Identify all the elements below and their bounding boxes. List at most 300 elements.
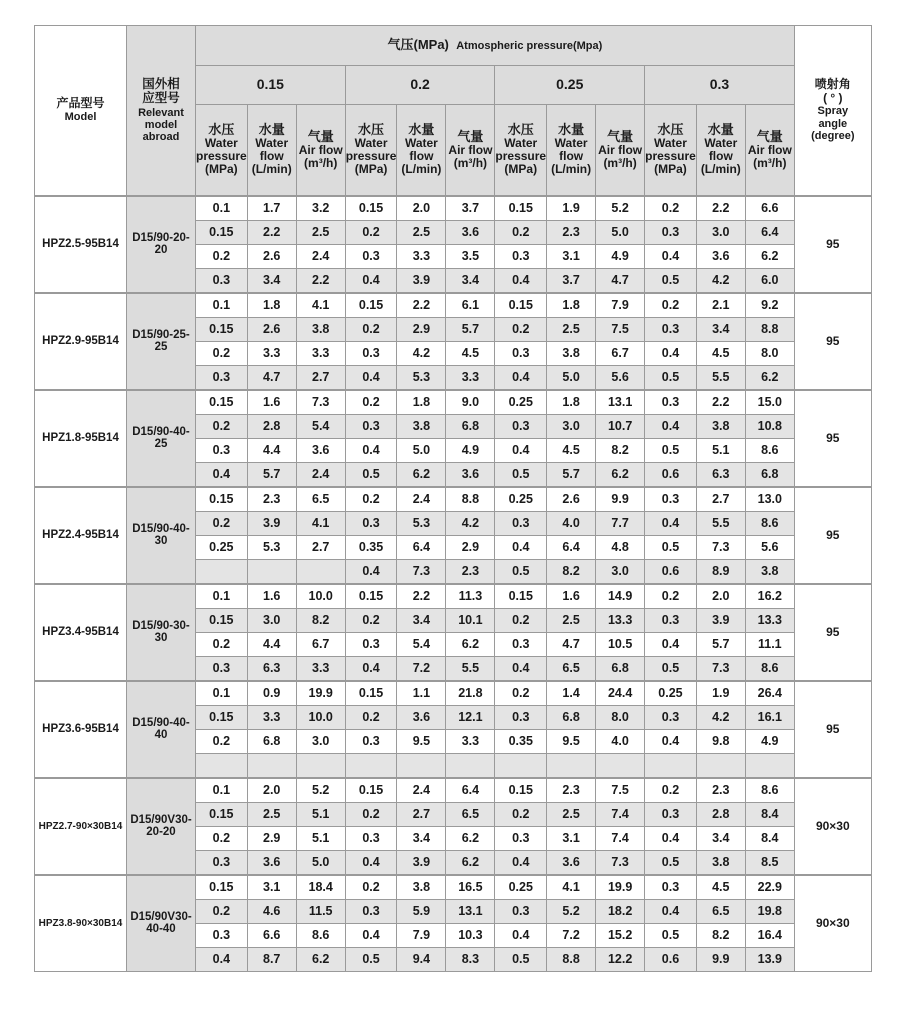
value-cell: 0.4 [495, 438, 547, 462]
value-cell: 0.3 [645, 802, 697, 826]
value-cell: 5.3 [247, 535, 296, 559]
value-cell: 0.5 [645, 438, 697, 462]
value-cell: 3.3 [446, 365, 495, 390]
value-cell: 9.5 [547, 729, 596, 753]
value-cell: 6.2 [446, 632, 495, 656]
value-cell: 0.15 [196, 220, 248, 244]
value-cell: 5.5 [696, 365, 745, 390]
value-cell: 2.4 [296, 462, 345, 487]
value-cell: 3.8 [745, 559, 794, 584]
value-cell: 2.8 [247, 414, 296, 438]
value-cell: 0.3 [645, 705, 697, 729]
model-cell: HPZ2.4-95B14 [35, 487, 127, 584]
table-row [35, 681, 872, 706]
value-cell: 4.7 [596, 268, 645, 293]
value-cell: 6.2 [745, 365, 794, 390]
value-cell: 0.4 [345, 656, 397, 681]
value-cell: 3.9 [247, 511, 296, 535]
value-cell: 0.4 [645, 826, 697, 850]
value-cell: 0.4 [495, 535, 547, 559]
value-cell: 2.6 [547, 487, 596, 512]
value-cell: 3.8 [296, 317, 345, 341]
value-cell: 2.2 [397, 293, 446, 318]
value-cell: 1.6 [547, 584, 596, 609]
value-cell: 7.2 [547, 923, 596, 947]
value-cell: 5.2 [596, 196, 645, 221]
value-cell: 10.5 [596, 632, 645, 656]
value-cell: 0.15 [345, 584, 397, 609]
value-cell: 2.2 [247, 220, 296, 244]
value-cell: 3.6 [446, 220, 495, 244]
value-cell: 7.4 [596, 826, 645, 850]
value-cell: 0.2 [196, 341, 248, 365]
value-cell: 7.3 [696, 535, 745, 559]
value-cell: 0.15 [196, 802, 248, 826]
value-cell: 0.3 [645, 220, 697, 244]
abroad-header [127, 26, 196, 196]
value-cell: 0.4 [645, 244, 697, 268]
value-cell: 0.4 [645, 414, 697, 438]
value-cell: 0.3 [196, 923, 248, 947]
value-cell: 10.0 [296, 705, 345, 729]
model-header-cn: 产品型号 [56, 96, 105, 111]
value-cell: 8.3 [446, 947, 495, 971]
value-cell: 2.4 [296, 244, 345, 268]
value-cell: 15.2 [596, 923, 645, 947]
value-cell: 0.2 [495, 802, 547, 826]
value-cell: 0.4 [196, 462, 248, 487]
subcol-cn: 水量 [258, 122, 285, 138]
value-cell: 0.2 [645, 584, 697, 609]
pressure-col-3: 0.3 [645, 66, 795, 105]
value-cell: 0.3 [495, 899, 547, 923]
value-cell: 0.3 [495, 705, 547, 729]
value-cell: 7.3 [296, 390, 345, 415]
value-cell: 2.7 [696, 487, 745, 512]
value-cell: 0.2 [645, 196, 697, 221]
value-cell: 0.15 [495, 584, 547, 609]
value-cell: 5.0 [547, 365, 596, 390]
value-cell: 2.8 [696, 802, 745, 826]
value-cell: 2.0 [696, 584, 745, 609]
value-cell: 2.0 [247, 778, 296, 803]
value-cell: 14.9 [596, 584, 645, 609]
value-cell: 3.3 [446, 729, 495, 753]
value-cell: 3.9 [397, 850, 446, 875]
value-cell: 0.4 [645, 632, 697, 656]
value-cell: 5.2 [296, 778, 345, 803]
value-cell: 3.6 [397, 705, 446, 729]
spray-header-en: Spray angle (degree) [811, 105, 855, 142]
value-cell: 9.5 [397, 729, 446, 753]
value-cell: 9.4 [397, 947, 446, 971]
subcol-header-p1-2 [446, 105, 495, 196]
value-cell: 10.1 [446, 608, 495, 632]
subcol-en: Air flow (m³/h) [298, 142, 343, 170]
value-cell: 0.3 [345, 414, 397, 438]
value-cell: 2.5 [547, 802, 596, 826]
value-cell: 2.4 [397, 487, 446, 512]
subcol-cn: 气量 [457, 128, 484, 144]
value-cell: 0.3 [345, 826, 397, 850]
value-cell: 4.0 [547, 511, 596, 535]
subcol-cn: 水压 [358, 122, 385, 138]
value-cell: 4.1 [547, 875, 596, 900]
value-cell: 3.3 [247, 341, 296, 365]
value-cell: 8.6 [745, 778, 794, 803]
value-cell: 0.5 [495, 947, 547, 971]
value-cell: 3.4 [397, 608, 446, 632]
value-cell: 8.7 [247, 947, 296, 971]
value-cell: 18.4 [296, 875, 345, 900]
value-cell: 1.1 [397, 681, 446, 706]
value-cell: 2.7 [397, 802, 446, 826]
value-cell: 3.6 [296, 438, 345, 462]
abroad-header-en: Relevant model abroad [138, 106, 184, 144]
subcol-en: Water pressure (MPa) [196, 136, 247, 177]
value-cell: 2.9 [247, 826, 296, 850]
value-cell: 1.8 [547, 293, 596, 318]
value-cell: 3.0 [596, 559, 645, 584]
subcol-en: Air flow (m³/h) [747, 142, 792, 170]
value-cell: 0.4 [495, 923, 547, 947]
value-cell: 4.2 [696, 705, 745, 729]
value-cell: 0.15 [196, 705, 248, 729]
abroad-model-cell: D15/90-25-25 [127, 293, 196, 390]
spray-angle-cell: 95 [794, 584, 871, 681]
value-cell: 0.2 [645, 778, 697, 803]
value-cell: 5.0 [296, 850, 345, 875]
value-cell: 0.1 [196, 196, 248, 221]
value-cell: 2.9 [446, 535, 495, 559]
value-cell: 0.35 [345, 535, 397, 559]
model-cell: HPZ2.9-95B14 [35, 293, 127, 390]
subcol-en: Water pressure (MPa) [645, 136, 696, 177]
value-cell: 0.4 [495, 656, 547, 681]
subcol-header-p0-0 [196, 105, 248, 196]
value-cell: 3.5 [446, 244, 495, 268]
value-cell: 6.6 [745, 196, 794, 221]
subcol-header-p1-0 [345, 105, 397, 196]
value-cell: 3.3 [296, 341, 345, 365]
value-cell: 16.1 [745, 705, 794, 729]
value-cell: 4.1 [296, 511, 345, 535]
value-cell: 0.15 [196, 390, 248, 415]
value-cell: 3.3 [296, 656, 345, 681]
value-cell: 2.3 [247, 487, 296, 512]
value-cell: 0.3 [495, 414, 547, 438]
model-cell: HPZ2.7-90×30B14 [35, 778, 127, 875]
value-cell [196, 559, 248, 584]
value-cell: 0.3 [196, 365, 248, 390]
value-cell: 6.2 [446, 850, 495, 875]
value-cell: 0.2 [645, 293, 697, 318]
value-cell: 0.35 [495, 729, 547, 753]
value-cell: 3.9 [397, 268, 446, 293]
value-cell: 7.7 [596, 511, 645, 535]
value-cell: 18.2 [596, 899, 645, 923]
value-cell: 3.0 [696, 220, 745, 244]
value-cell: 16.2 [745, 584, 794, 609]
value-cell: 4.8 [596, 535, 645, 559]
value-cell: 0.5 [495, 559, 547, 584]
value-cell: 2.1 [696, 293, 745, 318]
value-cell [547, 753, 596, 778]
value-cell: 3.7 [547, 268, 596, 293]
value-cell: 6.8 [446, 414, 495, 438]
value-cell [196, 753, 248, 778]
value-cell: 0.15 [196, 875, 248, 900]
subcol-en: Water pressure (MPa) [495, 136, 547, 177]
value-cell: 1.8 [397, 390, 446, 415]
value-cell: 6.2 [296, 947, 345, 971]
value-cell: 6.4 [446, 778, 495, 803]
abroad-model-cell: D15/90-20-20 [127, 196, 196, 293]
value-cell: 2.2 [696, 390, 745, 415]
value-cell: 0.4 [345, 438, 397, 462]
value-cell: 0.2 [196, 729, 248, 753]
value-cell: 0.5 [345, 947, 397, 971]
value-cell: 6.2 [446, 826, 495, 850]
value-cell: 0.3 [196, 438, 248, 462]
value-cell: 0.4 [645, 729, 697, 753]
value-cell: 0.3 [345, 511, 397, 535]
value-cell: 0.15 [196, 317, 248, 341]
air-pressure-cn: 气压(MPa) [387, 37, 449, 53]
value-cell: 6.5 [446, 802, 495, 826]
value-cell: 6.5 [547, 656, 596, 681]
value-cell: 0.4 [645, 899, 697, 923]
value-cell: 3.8 [696, 414, 745, 438]
value-cell: 6.7 [296, 632, 345, 656]
value-cell: 0.4 [495, 365, 547, 390]
subcol-cn: 气量 [607, 128, 634, 144]
value-cell: 0.2 [345, 875, 397, 900]
value-cell: 0.3 [345, 632, 397, 656]
value-cell: 0.5 [645, 656, 697, 681]
value-cell: 0.5 [645, 923, 697, 947]
spray-header-cn: 喷射角 [814, 77, 851, 92]
spray-angle-cell: 90×30 [794, 875, 871, 972]
value-cell: 13.1 [446, 899, 495, 923]
spray-angle-cell: 95 [794, 487, 871, 584]
value-cell: 0.2 [495, 220, 547, 244]
subcol-header-p2-2 [596, 105, 645, 196]
value-cell [446, 753, 495, 778]
table-row [35, 293, 872, 318]
value-cell: 5.7 [547, 462, 596, 487]
value-cell: 8.4 [745, 826, 794, 850]
value-cell: 4.5 [547, 438, 596, 462]
value-cell: 9.8 [696, 729, 745, 753]
value-cell: 0.3 [645, 608, 697, 632]
value-cell: 12.2 [596, 947, 645, 971]
value-cell: 0.3 [345, 341, 397, 365]
value-cell: 8.9 [696, 559, 745, 584]
spray-angle-cell: 95 [794, 196, 871, 293]
value-cell: 2.7 [296, 535, 345, 559]
subcol-en: Air flow (m³/h) [598, 142, 643, 170]
value-cell: 6.6 [247, 923, 296, 947]
value-cell: 6.8 [247, 729, 296, 753]
value-cell: 6.8 [745, 462, 794, 487]
value-cell: 6.4 [397, 535, 446, 559]
spray-header-symbol: ( ° ) [823, 90, 843, 105]
subcol-cn: 水压 [208, 122, 235, 138]
value-cell: 7.4 [596, 802, 645, 826]
value-cell: 3.4 [247, 268, 296, 293]
value-cell: 1.9 [696, 681, 745, 706]
value-cell: 13.0 [745, 487, 794, 512]
value-cell: 0.25 [196, 535, 248, 559]
value-cell: 8.8 [745, 317, 794, 341]
value-cell: 0.6 [645, 462, 697, 487]
value-cell: 7.3 [696, 656, 745, 681]
value-cell: 2.3 [696, 778, 745, 803]
value-cell: 0.5 [495, 462, 547, 487]
value-cell: 3.0 [547, 414, 596, 438]
value-cell: 0.3 [645, 390, 697, 415]
value-cell: 0.3 [196, 656, 248, 681]
value-cell: 5.5 [696, 511, 745, 535]
value-cell: 5.1 [296, 802, 345, 826]
value-cell: 2.5 [547, 317, 596, 341]
subcol-en: Water pressure (MPa) [345, 136, 397, 177]
spray-angle-cell: 95 [794, 390, 871, 487]
value-cell: 5.7 [247, 462, 296, 487]
subcol-header-p0-2 [296, 105, 345, 196]
value-cell: 0.4 [345, 923, 397, 947]
value-cell: 3.9 [696, 608, 745, 632]
value-cell: 6.5 [696, 899, 745, 923]
value-cell: 0.3 [345, 244, 397, 268]
value-cell: 0.4 [345, 850, 397, 875]
subcol-cn: 水量 [558, 122, 585, 138]
value-cell [247, 559, 296, 584]
spray-angle-header [794, 26, 871, 196]
value-cell: 1.7 [247, 196, 296, 221]
value-cell: 4.0 [596, 729, 645, 753]
value-cell: 0.2 [345, 487, 397, 512]
value-cell: 1.9 [547, 196, 596, 221]
value-cell: 9.9 [596, 487, 645, 512]
value-cell: 3.6 [446, 462, 495, 487]
value-cell: 7.5 [596, 317, 645, 341]
value-cell: 5.7 [696, 632, 745, 656]
value-cell: 3.8 [397, 875, 446, 900]
value-cell [247, 753, 296, 778]
value-cell: 0.9 [247, 681, 296, 706]
value-cell: 0.25 [495, 487, 547, 512]
value-cell: 0.4 [196, 947, 248, 971]
value-cell: 13.9 [745, 947, 794, 971]
value-cell [296, 753, 345, 778]
value-cell: 5.0 [397, 438, 446, 462]
value-cell: 4.9 [596, 244, 645, 268]
model-header [35, 26, 127, 196]
table-row [35, 196, 872, 221]
value-cell: 4.7 [247, 365, 296, 390]
value-cell: 7.3 [596, 850, 645, 875]
value-cell: 5.1 [296, 826, 345, 850]
subcol-cn: 气量 [307, 128, 334, 144]
value-cell: 0.15 [345, 778, 397, 803]
value-cell: 0.15 [495, 196, 547, 221]
subcol-cn: 水量 [408, 122, 435, 138]
value-cell [696, 753, 745, 778]
value-cell: 5.5 [446, 656, 495, 681]
air-pressure-header [196, 26, 795, 66]
spray-angle-cell: 90×30 [794, 778, 871, 875]
value-cell: 2.3 [446, 559, 495, 584]
value-cell: 0.15 [345, 681, 397, 706]
value-cell: 0.5 [645, 268, 697, 293]
abroad-model-cell: D15/90-40-40 [127, 681, 196, 778]
value-cell: 21.8 [446, 681, 495, 706]
table-row [35, 875, 872, 900]
value-cell: 0.2 [495, 608, 547, 632]
value-cell: 2.5 [397, 220, 446, 244]
value-cell: 0.2 [345, 390, 397, 415]
subcol-cn: 水压 [657, 122, 684, 138]
subcol-en: Air flow (m³/h) [448, 142, 493, 170]
value-cell: 0.2 [196, 899, 248, 923]
value-cell: 0.4 [645, 511, 697, 535]
subcol-en: Water flow (L/min) [551, 136, 592, 177]
value-cell: 0.3 [345, 899, 397, 923]
value-cell: 0.25 [645, 681, 697, 706]
value-cell: 4.7 [547, 632, 596, 656]
value-cell: 4.9 [446, 438, 495, 462]
value-cell: 2.0 [397, 196, 446, 221]
value-cell: 5.0 [596, 220, 645, 244]
value-cell: 6.5 [296, 487, 345, 512]
value-cell: 8.6 [745, 656, 794, 681]
value-cell: 19.8 [745, 899, 794, 923]
model-cell: HPZ3.8-90×30B14 [35, 875, 127, 972]
value-cell: 9.9 [696, 947, 745, 971]
subcol-header-p0-1 [247, 105, 296, 196]
value-cell: 3.4 [446, 268, 495, 293]
table-row [35, 584, 872, 609]
value-cell: 4.1 [296, 293, 345, 318]
value-cell: 0.3 [495, 632, 547, 656]
value-cell: 10.0 [296, 584, 345, 609]
spray-angle-cell: 95 [794, 681, 871, 778]
value-cell: 0.15 [495, 293, 547, 318]
value-cell: 3.0 [247, 608, 296, 632]
value-cell: 4.4 [247, 438, 296, 462]
value-cell: 26.4 [745, 681, 794, 706]
value-cell: 6.7 [596, 341, 645, 365]
value-cell: 0.2 [196, 414, 248, 438]
value-cell: 22.9 [745, 875, 794, 900]
value-cell: 0.3 [495, 341, 547, 365]
value-cell: 11.3 [446, 584, 495, 609]
value-cell: 3.3 [397, 244, 446, 268]
value-cell: 0.3 [196, 850, 248, 875]
value-cell: 7.2 [397, 656, 446, 681]
value-cell [745, 753, 794, 778]
value-cell: 6.2 [397, 462, 446, 487]
value-cell: 0.3 [495, 244, 547, 268]
value-cell: 8.8 [446, 487, 495, 512]
value-cell: 0.4 [645, 341, 697, 365]
value-cell: 5.6 [745, 535, 794, 559]
value-cell: 4.2 [446, 511, 495, 535]
value-cell: 0.2 [196, 244, 248, 268]
value-cell: 0.2 [196, 632, 248, 656]
